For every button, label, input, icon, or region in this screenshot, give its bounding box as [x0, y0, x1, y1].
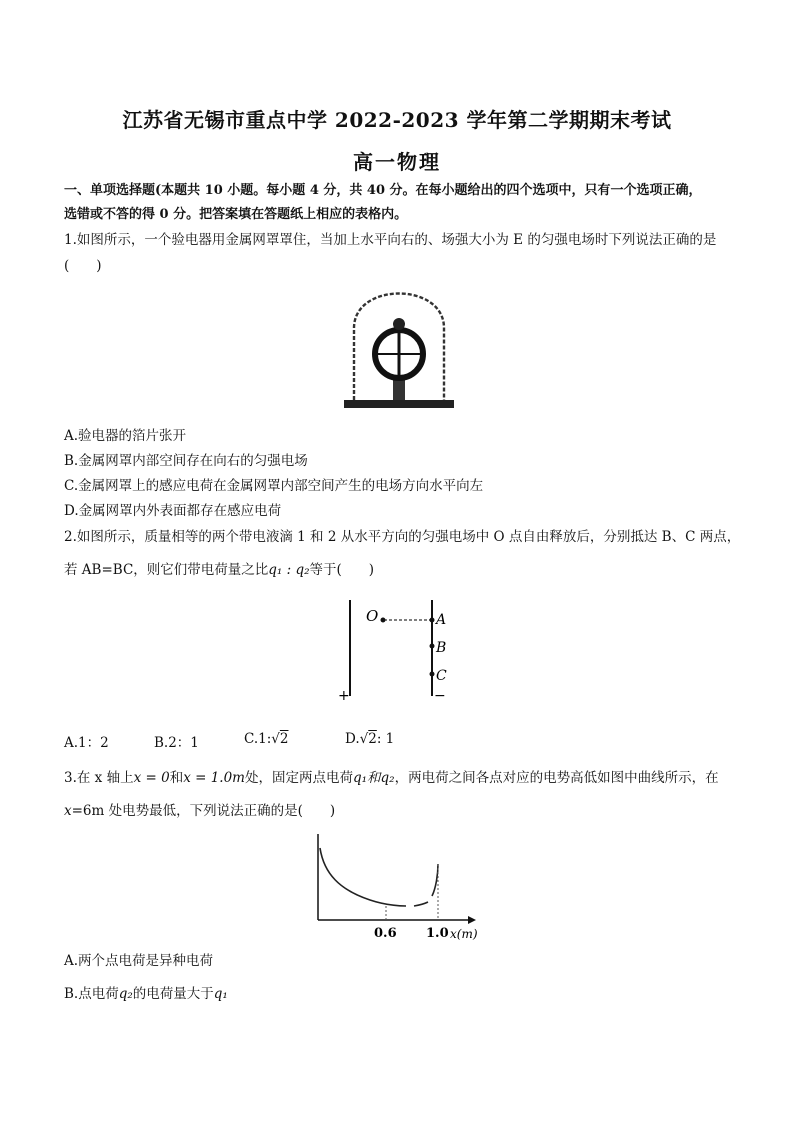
q3-stem-part-e: 处，固定两点电荷	[244, 770, 353, 786]
q2-label-b: B	[436, 640, 447, 656]
q3-option-b	[64, 985, 228, 1003]
q2-option-b: B.2：1	[154, 735, 199, 751]
q2-label-plus: +	[338, 688, 350, 704]
q3-option-a: A.两个点电荷是异种电荷	[64, 953, 214, 969]
q3-potential-graph	[310, 834, 490, 946]
q2-label-c: C	[436, 668, 447, 684]
q3-stem-line2	[64, 802, 335, 820]
q1-electroscope-figure	[340, 288, 460, 410]
q3-option-b-mid: 的电荷量大于	[132, 986, 214, 1002]
exam-subtitle: 高一物理	[353, 150, 441, 174]
q1-stem-line2: ( )	[64, 258, 102, 274]
q3-option-b-q1: q₁	[213, 986, 228, 1002]
q1-option-b: B.金属网罩内部空间存在向右的匀强电场	[64, 453, 308, 469]
q3-stem-line1	[64, 769, 719, 787]
q2-charge-ratio: q₁ : q₂	[268, 562, 310, 578]
q1-stem-line1: 1.如图所示，一个验电器用金属网罩罩住，当加上水平向右的、场强大小为 E 的匀强电场时下列说法正确的是	[64, 232, 717, 248]
q2-option-a: A.1：2	[64, 735, 109, 751]
exam-title: 江苏省无锡市重点中学 2022-2023 学年第二学期期末考试	[122, 108, 672, 132]
section-intro-line2: 选错或不答的得 0 分。把答案填在答题纸上相应的表格内。	[64, 207, 408, 222]
q3-stem-part-g: ，两电荷之间各点对应的电势高低如图中曲线所示，在	[394, 770, 719, 786]
q3-option-b-prefix: B.点电荷	[64, 986, 119, 1002]
q2-option-c-radicand: 2	[279, 731, 289, 747]
q1-option-c: C.金属网罩上的感应电荷在金属网罩内部空间产生的电场方向水平向左	[64, 478, 484, 494]
q2-stem-prefix: 若 AB=BC，则它们带电荷量之比	[64, 562, 269, 578]
q2-stem-suffix: 等于( )	[309, 562, 375, 578]
q2-option-d-prefix: D.	[345, 731, 360, 747]
q3-stem-part-f: q₁和q₂	[352, 770, 395, 786]
q3-tick-0-6: 0.6	[374, 926, 397, 941]
q2-label-o: O	[366, 607, 379, 625]
q2-label-minus: −	[434, 688, 446, 704]
q2-option-c: C.1:√2	[244, 731, 289, 747]
q2-option-d-suffix: : 1	[376, 731, 395, 747]
q2-stem-line2	[64, 561, 374, 579]
q1-option-a: A.验电器的箔片张开	[64, 428, 187, 444]
q2-option-d-radicand: 2	[368, 731, 377, 747]
q3-stem-part-b: x = 0	[133, 770, 170, 786]
q2-stem-line1: 2.如图所示，质量相等的两个带电液滴 1 和 2 从水平方向的匀强电场中 O 点自由释放后，分别抵达 B、C 两点，	[64, 529, 741, 545]
q2-option-c-prefix: C.1:	[244, 731, 272, 747]
q3-stem-line2-text: =6m 处电势最低，下列说法正确的是( )	[71, 803, 336, 819]
q2-label-a: A	[436, 612, 447, 628]
q3-stem-part-d: x = 1.0m	[183, 770, 245, 786]
section-intro-line1: 一、单项选择题(本题共 10 小题。每小题 4 分，共 40 分。在每小题给出的四个选项中，只有一个选项正确，	[64, 183, 702, 198]
q3-tick-1-0: 1.0	[426, 926, 449, 941]
q3-stem-part-a: 3.在 x 轴上	[64, 770, 134, 786]
q2-plates-figure	[336, 596, 456, 708]
q2-option-d: D.√2: 1	[345, 731, 395, 747]
q3-option-b-q2: q₂	[118, 986, 133, 1002]
q3-stem-x: x	[64, 803, 72, 819]
q3-axis-label: x(m)	[450, 927, 478, 941]
q1-option-d: D.金属网罩内外表面都存在感应电荷	[64, 503, 282, 519]
q3-stem-part-c: 和	[169, 770, 184, 786]
